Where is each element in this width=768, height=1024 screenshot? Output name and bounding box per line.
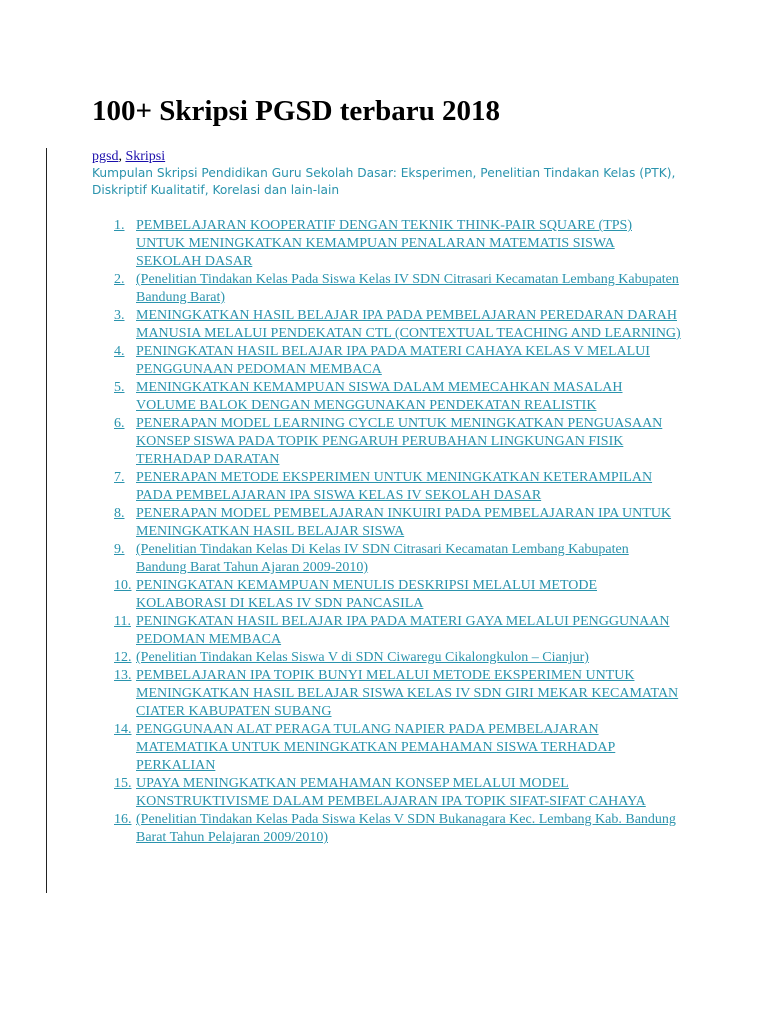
list-item[interactable] <box>92 649 692 667</box>
description: Kumpulan Skripsi Pendidikan Guru Sekolah Dasar: Eksperimen, Penelitian Tindakan Kelas (PTK), Diskriptif Kualitatif, Korelasi dan lain-lain <box>92 166 676 197</box>
list-item-number: 1. <box>114 218 125 233</box>
list-item-link[interactable]: PEMBELAJARAN IPA TOPIK BUNYI MELALUI METODE EKSPERIMEN UNTUK MENINGKATKAN HASIL BELAJAR SISWA KELAS IV SDN GIRI MEKAR KECAMATAN CIATER KABUPATEN SUBANG <box>136 668 679 719</box>
list-item-link[interactable]: PENINGKATAN KEMAMPUAN MENULIS DESKRIPSI MELALUI METODE KOLABORASI DI KELAS IV SDN PANCASILA <box>136 578 598 611</box>
list-item[interactable] <box>92 775 692 811</box>
category-separator: , <box>118 149 126 164</box>
list-item[interactable] <box>92 811 692 847</box>
list-item-link[interactable]: PENERAPAN MODEL LEARNING CYCLE UNTUK MENINGKATKAN PENGUASAAN KONSEP SISWA PADA TOPIK PENGARUH PERUBAHAN LINGKUNGAN FISIK TERHADAP DARATAN <box>136 416 663 467</box>
list-item-number: 5. <box>114 380 125 395</box>
category-line <box>92 148 692 165</box>
list-item[interactable] <box>92 217 692 271</box>
list-item-link[interactable]: PENINGKATAN HASIL BELAJAR IPA PADA MATERI CAHAYA KELAS V MELALUI PENGGUNAAN PEDOMAN MEMBACA <box>136 344 650 377</box>
list-item-number: 11. <box>114 614 131 629</box>
list-item-number: 3. <box>114 308 125 323</box>
list-item-link[interactable]: (Penelitian Tindakan Kelas Pada Siswa Kelas V SDN Bukanagara Kec. Lembang Kab. Bandung Barat Tahun Pelajaran 2009/2010) <box>136 812 676 845</box>
list-item-link[interactable]: PENERAPAN MODEL PEMBELAJARAN INKUIRI PADA PEMBELAJARAN IPA UNTUK MENINGKATKAN HASIL BELAJAR SISWA <box>136 506 672 539</box>
list-item[interactable] <box>92 667 692 721</box>
margin-rule <box>46 148 47 893</box>
document-page <box>92 92 692 847</box>
list-item-number: 13. <box>114 668 132 683</box>
list-item-number: 14. <box>114 722 132 737</box>
list-item-link[interactable]: (Penelitian Tindakan Kelas Siswa V di SDN Ciwaregu Cikalongkulon – Cianjur) <box>136 650 589 665</box>
page-title: 100+ Skripsi PGSD terbaru 2018 <box>92 95 501 127</box>
list-item-link[interactable]: PEMBELAJARAN KOOPERATIF DENGAN TEKNIK THINK-PAIR SQUARE (TPS) UNTUK MENINGKATKAN KEMAMPUAN PENALARAN MATEMATIS SISWA SEKOLAH DASAR <box>136 218 632 269</box>
thesis-list <box>92 217 692 847</box>
list-item-number: 16. <box>114 812 132 827</box>
list-item-number: 7. <box>114 470 125 485</box>
list-item[interactable] <box>92 469 692 505</box>
list-item[interactable] <box>92 271 692 307</box>
list-item-link[interactable]: PENINGKATAN HASIL BELAJAR IPA PADA MATERI GAYA MELALUI PENGGUNAAN PEDOMAN MEMBACA <box>136 614 670 647</box>
list-item[interactable] <box>92 343 692 379</box>
list-item-number: 6. <box>114 416 125 431</box>
list-item-link[interactable]: UPAYA MENINGKATKAN PEMAHAMAN KONSEP MELALUI MODEL KONSTRUKTIVISME DALAM PEMBELAJARAN IPA TOPIK SIFAT-SIFAT CAHAYA <box>136 776 646 809</box>
list-item-number: 2. <box>114 272 125 287</box>
list-item-link[interactable]: MENINGKATKAN HASIL BELAJAR IPA PADA PEMBELAJARAN PEREDARAN DARAH MANUSIA MELALUI PENDEKATAN CTL (CONTEXTUAL TEACHING AND LEARNING) <box>136 308 681 341</box>
list-item[interactable] <box>92 505 692 541</box>
list-item[interactable] <box>92 307 692 343</box>
list-item-link[interactable]: (Penelitian Tindakan Kelas Di Kelas IV SDN Citrasari Kecamatan Lembang Kabupaten Bandung Barat Tahun Ajaran 2009-2010) <box>136 542 629 575</box>
list-item-number: 10. <box>114 578 132 593</box>
list-item[interactable] <box>92 721 692 775</box>
list-item-link[interactable]: PENERAPAN METODE EKSPERIMEN UNTUK MENINGKATKAN KETERAMPILAN PADA PEMBELAJARAN IPA SISWA KELAS IV SEKOLAH DASAR <box>136 470 653 503</box>
list-item-link[interactable]: MENINGKATKAN KEMAMPUAN SISWA DALAM MEMECAHKAN MASALAH VOLUME BALOK DENGAN MENGGUNAKAN PENDEKATAN REALISTIK <box>136 380 623 413</box>
list-item[interactable] <box>92 541 692 577</box>
category-link-skripsi[interactable]: Skripsi <box>125 149 166 164</box>
list-item[interactable] <box>92 415 692 469</box>
list-item[interactable] <box>92 379 692 415</box>
list-item-number: 8. <box>114 506 125 521</box>
list-item[interactable] <box>92 577 692 613</box>
list-item-number: 9. <box>114 542 125 557</box>
list-item-number: 4. <box>114 344 125 359</box>
list-item[interactable] <box>92 613 692 649</box>
list-item-link[interactable]: PENGGUNAAN ALAT PERAGA TULANG NAPIER PADA PEMBELAJARAN MATEMATIKA UNTUK MENINGKATKAN PEMAHAMAN SISWA TERHADAP PERKALIAN <box>136 722 616 773</box>
list-item-number: 12. <box>114 650 132 665</box>
list-item-link[interactable]: (Penelitian Tindakan Kelas Pada Siswa Kelas IV SDN Citrasari Kecamatan Lembang Kabupaten Bandung Barat) <box>136 272 679 305</box>
list-item-number: 15. <box>114 776 132 791</box>
category-link-pgsd[interactable]: pgsd <box>92 149 119 164</box>
